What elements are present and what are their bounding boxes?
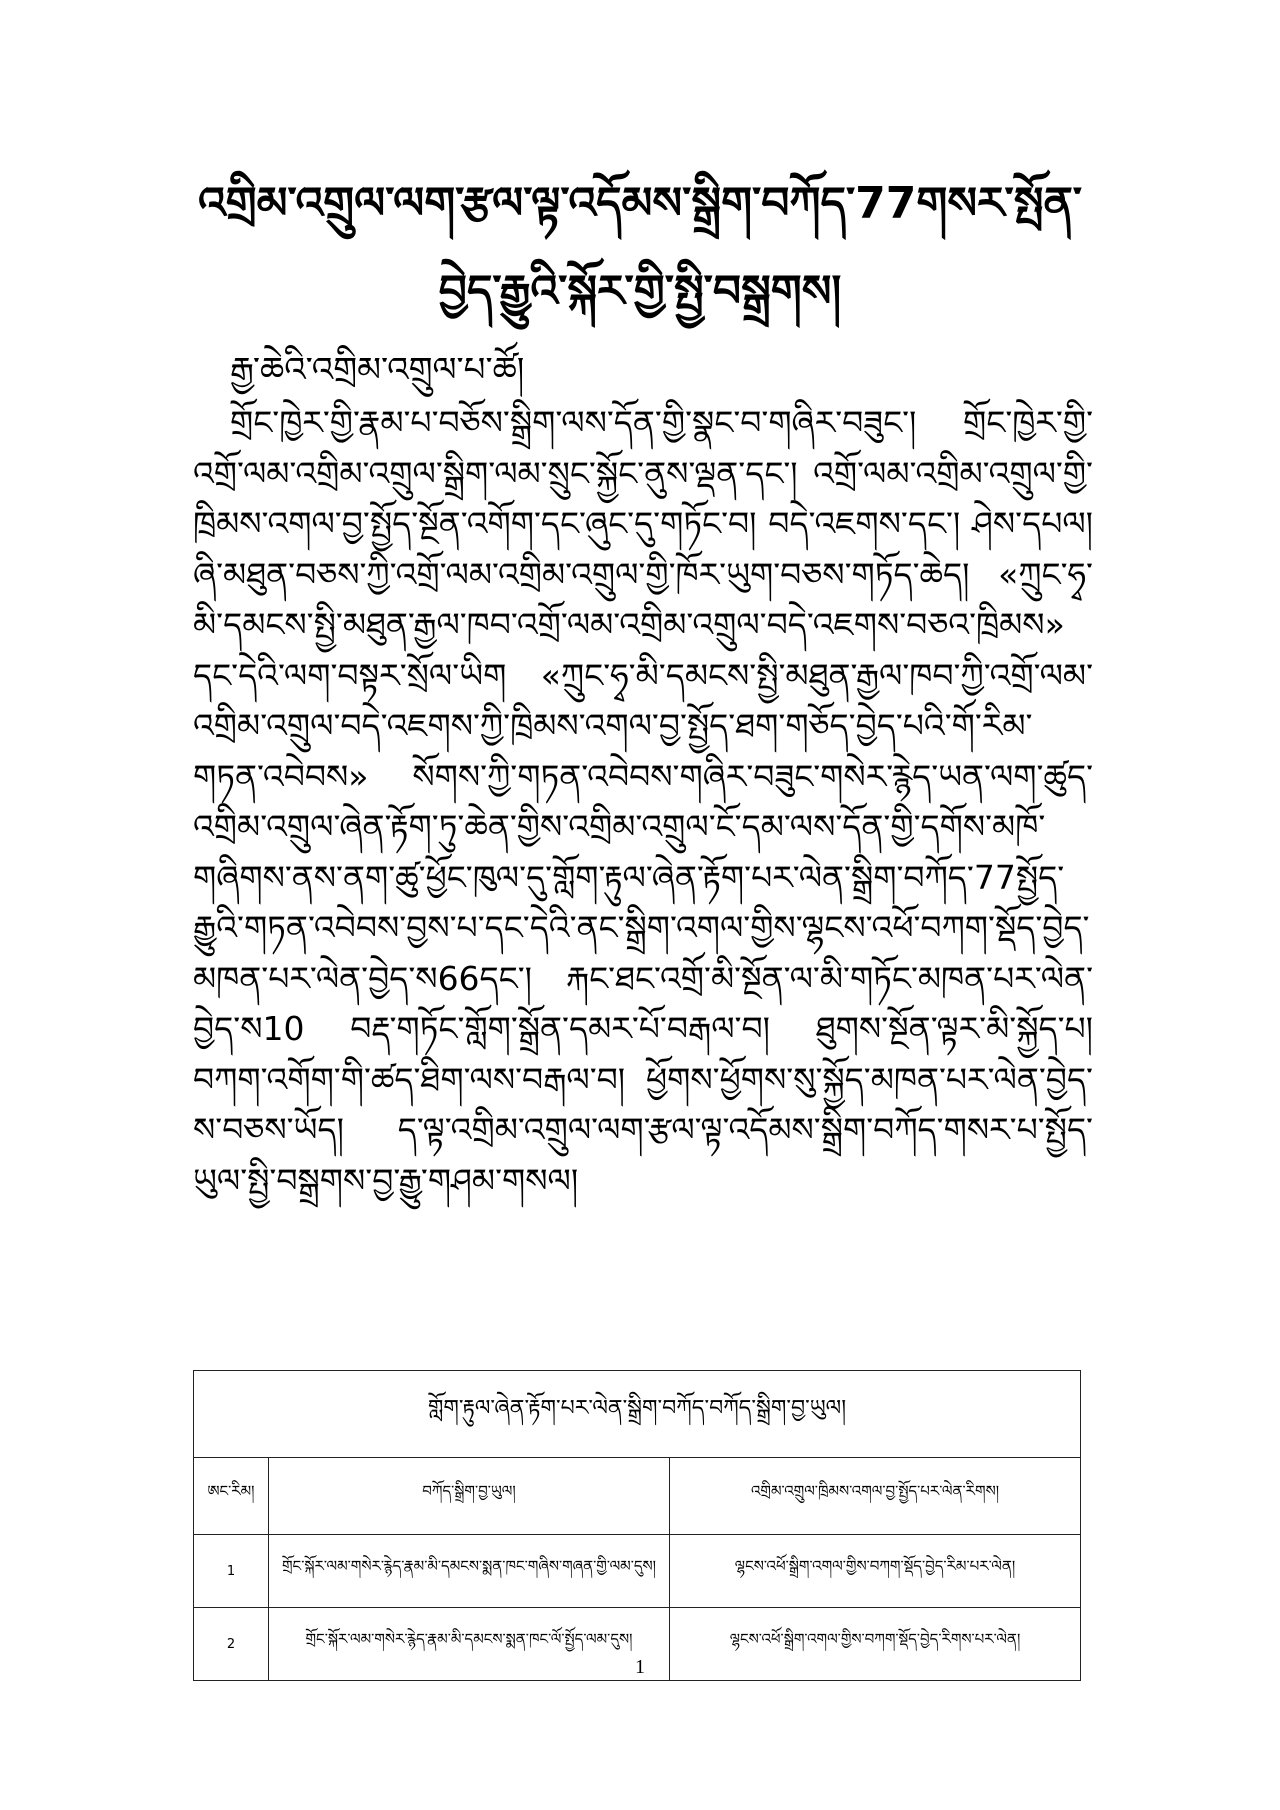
header-violation-type: འགྲིམ་འགྲུལ་ཁྲིམས་འགལ་བྱ་སྤྱོད་པར་ལེན་རིགས། [670,1458,1081,1535]
row-number: 2 [194,1608,269,1681]
row-location: གྲོང་སྐོར་ལམ་གསེར་རྙེད་རྣམ་མི་དམངས་སྨན་ཁང་ལོ་སྤྱོད་ལམ་དུས། [269,1608,670,1681]
header-location: བཀོད་སྒྲིག་བྱ་ཡུལ། [269,1458,670,1535]
header-number: ཨང་རིམ། [194,1458,269,1535]
body-paragraph: གྲོང་ཁྱེར་གྱི་རྣམ་པ་བཅོས་སྒྲིག་ལས་དོན་གྱི་སྣང་བ་གཞིར་བཟུང་། གྲོང་ཁྱེར་གྱི་འགྲོ་ལམ་འགྲིམ་འགྲུལ་སྒྲིག་ལམ་སྲུང་སྐྱོང་ནུས་ལྡན་དང་། འགྲོ་ལམ་འགྲིམ་འགྲུལ་གྱི་ཁྲིམས་འགལ་བྱ་སྤྱོད་སྔོན་འགོག་དང་ཞུང་དུ་གཏོང་བ། བདེ་འཇགས་དང་། ཤེས་དཔལ། ཞི་མཐུན་བཅས་ཀྱི་འགྲོ་ལམ་འགྲིམ་འགྲུལ་གྱི་ཁོར་ཡུག་བཅས་གཏོད་ཆེད། «ཀྲུང་ཧྭ་མི་དམངས་སྤྱི་མཐུན་རྒྱལ་ཁབ་འགྲོ་ལམ་འགྲིམ་འགྲུལ་བདེ་འཇགས་བཅའ་ཁྲིམས» དང་དེའི་ལག་བསྟར་སྲོལ་ཡིག «ཀྲུང་ཧྭ་མི་དམངས་སྤྱི་མཐུན་རྒྱལ་ཁབ་ཀྱི་འགྲོ་ལམ་འགྲིམ་འགྲུལ་བདེ་འཇགས་ཀྱི་ཁྲིམས་འགལ་བྱ་སྤྱོད་ཐག་གཅོད་བྱེད་པའི་གོ་རིམ་གཏན་འབེབས» སོགས་ཀྱི་གཏན་འབེབས་གཞིར་བཟུང་གསེར་རྙེད་ཡན་ལག་ཚུད་འགྲིམ་འགྲུལ་ཞེན་རྟོག་ཏུ་ཆེན་གྱིས་འགྲིམ་འགྲུལ་ངོ་དམ་ལས་དོན་གྱི་དགོས་མཁོ་གཞིགས་ནས་ནག་ཚུ་ཕྱོང་ཁུལ་དུ་གློག་རྟུལ་ཞེན་རྟོག་པར་ལེན་སྒྲིག་བཀོད་77སྤྱོད་རྒྱུའི་གཏན་འབེབས་བྱས་པ་དང་དེའི་ནང་སྒྲིག་འགལ་གྱིས་ལྷངས་འཕོ་བཀག་སྡོད་བྱེད་མཁན་པར་ལེན་བྱེད་ས66དང་། རྐང་ཐང་འགྲོ་མི་སྔོན་ལ་མི་གཏོང་མཁན་པར་ལེན་བྱེད་ས10 བརྡ་གཏོང་གློག་སྒྲོན་དམར་པོ་བརྒལ་བ། ཐུགས་སྔོན་ལྟར་མི་སྐྱོད་པ། བཀག་འགོག་གི་ཚད་ཐིག་ལས་བརྒལ་བ། ཕྱོགས་ཕྱོགས་སུ་སྐྱོད་མཁན་པར་ལེན་བྱེད་ས་བཅས་ཡོད། ད་ལྟ་འགྲིམ་འགྲུལ་ལག་རྩལ་ལྟ་འདོམས་སྒྲིག་བཀོད་གསར་པ་སྤྱོད་ཡུལ་སྤྱི་བསྒྲགས་བྱ་རྒྱུ་གཤམ་གསལ། [193,403,1093,1200]
document-title: འགྲིམ་འགྲུལ་ལག་རྩལ་ལྟ་འདོམས་སྒྲིག་བཀོད་77གསར་སྤོན་བྱེད་རྒྱུའི་སྐོར་གྱི་སྤྱི་བསྒྲགས། [197,178,1083,317]
row-violation-type: ལྷངས་འཕོ་སྒྲིག་འགལ་གྱིས་བཀག་སྡོད་བྱེད་རིམ་པར་ལེན། [670,1535,1081,1608]
addressee-line: རྒྱ་ཆེའི་འགྲིམ་འགྲུལ་པ་ཚོ། [230,350,525,390]
table-row [194,1535,1081,1608]
table-caption: གློག་རྟུལ་ཞེན་རྟོག་པར་ལེན་སྒྲིག་བཀོད་བཀོད་སྒྲིག་བྱ་ཡུལ། [194,1371,1081,1458]
row-number: 1 [194,1535,269,1608]
row-location: གྲོང་སྐོར་ལམ་གསེར་རྙེད་རྣམ་མི་དམངས་སྨན་ཁང་གཞིས་གཞན་གྱི་ལམ་དུས། [269,1535,670,1608]
table-header-row [194,1458,1081,1535]
page-number: 1 [635,1656,645,1678]
locations-table [193,1370,1081,1681]
row-violation-type: ལྷངས་འཕོ་སྒྲིག་འགལ་གྱིས་བཀག་སྡོད་བྱེད་རིགས་པར་ལེན། [670,1608,1081,1681]
